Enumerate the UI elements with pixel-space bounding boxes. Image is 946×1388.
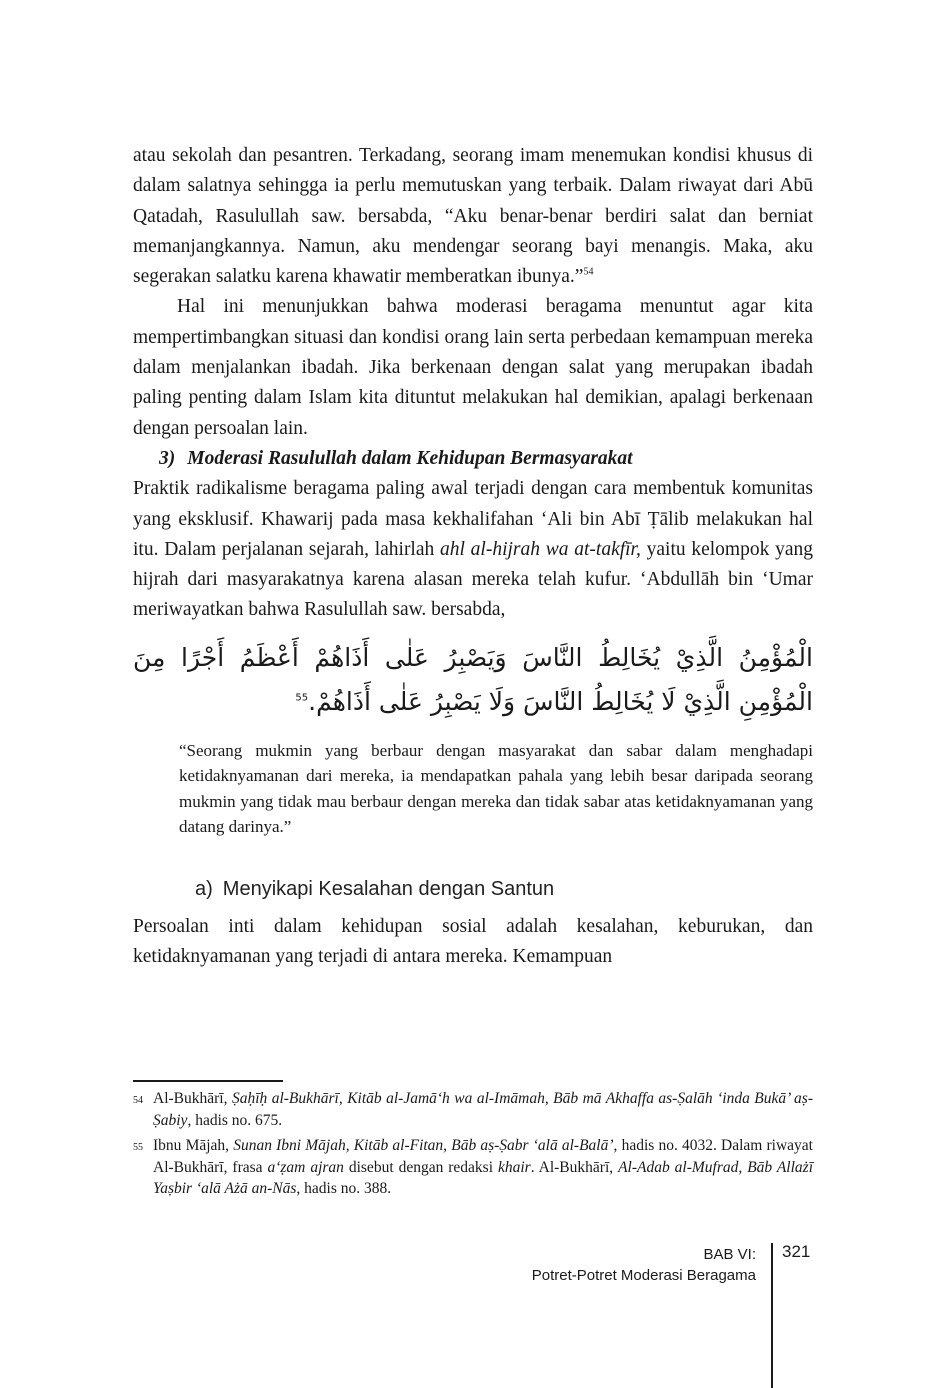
paragraph-3: Praktik radikalisme beragama paling awal terjadi dengan cara membentuk komunitas yang eksklusif. Khawarij pada masa kekhalifahan ‘Ali bin Abī Ṭālib melakukan hal itu. Dalam perjalanan sejarah, lahirlah ahl al-hijrah wa at-takfīr, yaitu kelompok yang hijrah dari masyarakatnya karena alasan mereka telah kufur. ‘Abdullāh bin ‘Umar meriwayatkan bahwa Rasulullah saw. bersabda,: [133, 478, 813, 621]
footnote-text: Al-Bukhārī, Ṣaḥīḥ al-Bukhārī, Kitāb al-Jamā‘h wa al-Imāmah, Bāb mā Akhaffa as-Ṣalāh ‘inda Bukā’ aṣ-Ṣabiy, hadis no. 675.: [153, 1090, 813, 1129]
footnote-divider: [133, 1080, 283, 1082]
hadith-translation: “Seorang mukmin yang berbaur dengan masyarakat dan sabar dalam menghadapi ketidaknyamanan dari mereka, ia mendapatkan pahala yang lebih besar daripada seorang mukmin yang tidak mau berbaur dengan mereka dan tidak sabar atas ketidaknyamanan yang datang darinya.”: [179, 740, 813, 837]
footnote-55: [133, 1135, 813, 1200]
section-number: 3): [159, 447, 176, 469]
subsection-heading: [195, 874, 813, 904]
paragraph-2: Hal ini menunjukkan bahwa moderasi beragama menuntut agar kita mempertimbangkan situasi dan kondisi orang lain serta perbedaan kemampuan mereka dalam menjalankan ibadah. Jika berkenaan dengan salat yang merupakan ibadah paling penting dalam Islam kita dituntut melakukan hal demikian, apalagi berkenaan dengan persoalan lain.: [133, 296, 813, 439]
section-heading: [159, 444, 813, 474]
italic-term: ahl al-hijrah wa at-takfīr,: [440, 538, 641, 560]
subsection-title: Menyikapi Kesalahan dengan Santun: [222, 877, 555, 900]
running-head: [532, 1244, 756, 1286]
footnote-mark: 54: [133, 1095, 143, 1106]
main-text: [133, 141, 813, 972]
paragraph-4: Persoalan inti dalam kehidupan sosial adalah kesalahan, keburukan, dan ketidaknyamanan yang terjadi di antara mereka. Kemampuan: [133, 915, 813, 968]
footnote-ref-55[interactable]: 55: [295, 692, 309, 704]
footnote-ref-54[interactable]: 54: [583, 266, 594, 278]
section-title: Moderasi Rasulullah dalam Kehidupan Bermasyarakat: [187, 447, 633, 469]
subsection-number: a): [195, 877, 213, 900]
footnote-text: Ibnu Mājah, Sunan Ibni Mājah, Kitāb al-Fitan, Bāb aṣ-Ṣabr ‘alā al-Balā’, hadis no. 4032. Dalam riwayat Al-Bukhārī, frasa a‘ẓam ajran disebut dengan redaksi khair. Al-Bukhārī, Al-Adab al-Mufrad, Bāb Allażī Yaṣbir ‘alā Ażā an-Nās, hadis no. 388.: [153, 1137, 814, 1197]
arabic-hadith: الْمُؤْمِنُ الَّذِيْ يُخَالِطُ النَّاسَ وَيَصْبِرُ عَلٰى أَذَاهُمْ أَعْظَمُ أَجْرًا مِنَ الْمُؤْمِنِ الَّذِيْ لَا يُخَالِطُ النَّاسَ وَلَا يَصْبِرُ عَلٰى أَذَاهُمْ.$^{55}$: [133, 642, 813, 716]
paragraph-1: atau sekolah dan pesantren. Terkadang, seorang imam menemukan kondisi khusus di dalam salatnya sehingga ia perlu memutuskan yang terbaik. Dalam riwayat dari Abū Qatadah, Rasulullah saw. bersabda, “Aku benar-benar berdiri salat dan berniat memanjangkannya. Namun, aku mendengar seorang bayi menangis. Maka, aku segerakan salatku karena khawatir memberatkan ibunya.”$^{54}$: [133, 145, 813, 288]
chapter-label: BAB VI:: [703, 1246, 756, 1263]
footnotes: [133, 1088, 813, 1204]
chapter-title: Potret-Potret Moderasi Beragama: [531, 1267, 756, 1284]
page-number: 321: [782, 1242, 811, 1261]
footnote-54: [133, 1088, 813, 1131]
margin-rule: [771, 1243, 773, 1388]
footnote-mark: 55: [133, 1142, 143, 1153]
